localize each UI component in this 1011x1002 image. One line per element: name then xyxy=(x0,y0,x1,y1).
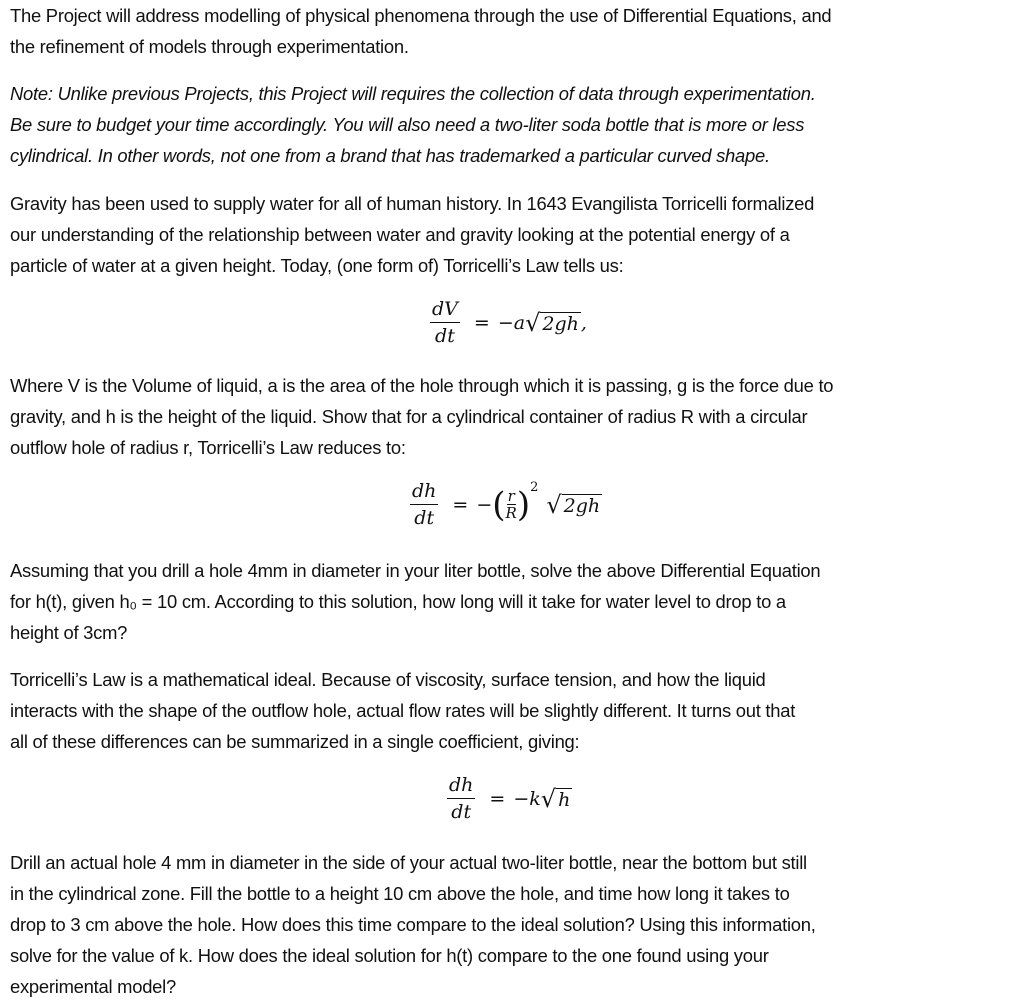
equals-sign: = xyxy=(489,787,506,810)
denominator: dt xyxy=(435,325,455,347)
intro-paragraph xyxy=(10,0,831,62)
text-line: in the cylindrical zone. Fill the bottle to a height 10 cm above the hole, and time how long it takes to xyxy=(10,883,790,904)
text-line: cylindrical. In other words, not one from a brand that has trademarked a particular curved shape. xyxy=(10,145,770,166)
text-line: Be sure to budget your time accordingly. You will also need a two-liter soda bottle that is more or less xyxy=(10,114,805,135)
comma: , xyxy=(580,311,587,334)
left-paren: ( xyxy=(492,484,506,525)
fraction xyxy=(447,774,475,823)
numerator: dV xyxy=(430,298,460,323)
torricelli-equation xyxy=(430,298,587,347)
note-paragraph xyxy=(10,78,816,171)
numerator: dh xyxy=(410,480,438,505)
where-paragraph xyxy=(10,370,833,463)
equals-sign: = xyxy=(473,311,490,334)
text-line: Drill an actual hole 4 mm in diameter in the side of your actual two-liter bottle, near the bottom but still xyxy=(10,852,807,873)
assuming-paragraph xyxy=(10,555,820,648)
square-root: √ 2gh xyxy=(525,308,579,337)
square-root: √ h xyxy=(540,784,571,813)
drill-paragraph xyxy=(10,847,816,1002)
radicand: h xyxy=(558,788,571,811)
right-paren: ) xyxy=(516,484,531,525)
experimental-equation xyxy=(447,774,572,823)
text-line: Note: Unlike previous Projects, this Project will requires the collection of data through experimentation. xyxy=(10,83,816,104)
gravity-paragraph xyxy=(10,188,814,281)
text-line: solve for the value of k. How does the ideal solution for h(t) compare to the one found using your xyxy=(10,945,769,966)
rhs-prefix: −a xyxy=(497,311,526,334)
text-line: outflow hole of radius r, Torricelli’s Law reduces to: xyxy=(10,437,406,458)
radius-ratio xyxy=(506,488,517,521)
text-line: particle of water at a given height. Today, (one form of) Torricelli’s Law tells us: xyxy=(10,255,624,276)
denominator: dt xyxy=(451,801,472,823)
text-line: Assuming that you drill a hole 4mm in diameter in your liter bottle, solve the above Differential Equation xyxy=(10,560,821,581)
minus-sign: − xyxy=(476,493,493,516)
denominator: dt xyxy=(414,507,435,529)
text-line: Where V is the Volume of liquid, a is the area of the hole through which it is passing, g is the force due to xyxy=(10,375,834,396)
text-line: the refinement of models through experimentation. xyxy=(10,36,409,57)
radicand: 2gh xyxy=(542,312,579,335)
ideal-paragraph xyxy=(10,664,795,757)
numerator: r xyxy=(507,487,515,505)
square-root: √ 2gh xyxy=(546,490,601,519)
rhs-prefix: −k xyxy=(513,787,541,810)
fraction xyxy=(410,480,438,529)
text-line: drop to 3 cm above the hole. How does this time compare to the ideal solution? Using this information, xyxy=(10,914,816,935)
text-line: all of these differences can be summarized in a single coefficient, giving: xyxy=(10,731,580,752)
text-line: Gravity has been used to supply water for all of human history. In 1643 Evangilista Torricelli formalized xyxy=(10,193,815,214)
text-line: gravity, and h is the height of the liquid. Show that for a cylindrical container of radius R with a circular xyxy=(10,406,808,427)
radicand: 2gh xyxy=(563,494,601,517)
text-line: Torricelli’s Law is a mathematical ideal. Because of viscosity, surface tension, and how the liquid xyxy=(10,669,766,690)
denominator: R xyxy=(505,504,517,522)
numerator: dh xyxy=(447,774,475,799)
text-line: our understanding of the relationship between water and gravity looking at the potential energy of a xyxy=(10,224,790,245)
text-line: The Project will address modelling of physical phenomena through the use of Differential Equations, and xyxy=(10,5,832,26)
fraction xyxy=(430,298,460,347)
equals-sign: = xyxy=(452,493,469,516)
text-line: for h(t), given h₀ = 10 cm. According to this solution, how long will it take for water level to drop to a xyxy=(10,591,786,612)
exponent: 2 xyxy=(530,480,539,495)
text-line: height of 3cm? xyxy=(10,622,128,643)
reduced-equation xyxy=(410,480,602,529)
text-line: experimental model? xyxy=(10,976,176,997)
text-line: interacts with the shape of the outflow hole, actual flow rates will be slightly different. It turns out that xyxy=(10,700,796,721)
